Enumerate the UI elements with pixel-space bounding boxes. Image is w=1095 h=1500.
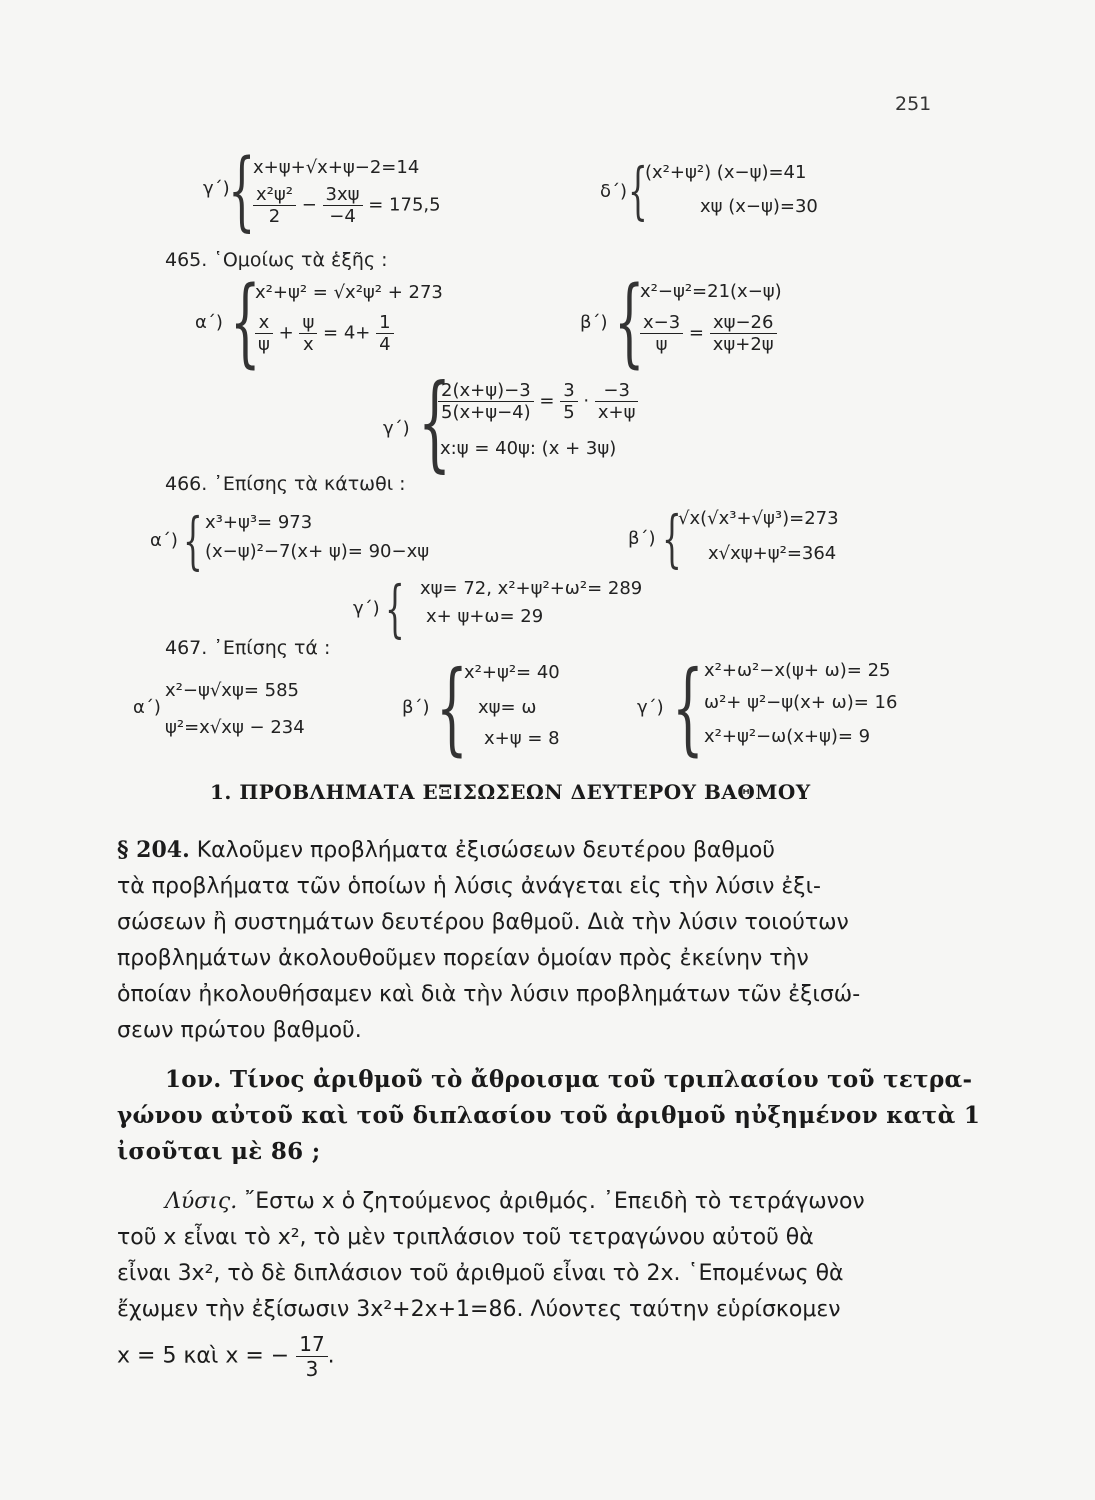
section-mark: § 204. [117, 837, 190, 863]
equation-line: (x²+ψ²) (x−ψ)=41 [645, 162, 807, 183]
equation-line: x²+ω²−x(ψ+ ω)= 25 [704, 660, 891, 681]
paragraph-line: § 204. Καλοῦμεν προβλήματα ἐξισώσεων δευτέρου βαθμοῦ [117, 837, 776, 863]
solution-label: Λύσις. [165, 1189, 238, 1214]
brace: { [436, 649, 468, 766]
system-label: α΄) [195, 312, 223, 333]
paragraph-line: τὰ προβλήματα τῶν ὁποίων ἡ λύσις ἀνάγεται εἰς τὴν λύσιν ἐξι- [117, 874, 821, 899]
equation-line: ψ²=x√xψ − 234 [165, 717, 305, 738]
solution-line: x = 5 καὶ x = − $\frac{17}{3}$ . [117, 1332, 335, 1381]
system-label: α΄) [133, 697, 161, 718]
equation-line: x²+ψ²= 40 [464, 662, 560, 683]
problem-1-question [117, 1062, 981, 1170]
equation-line: xψ= ω [478, 697, 537, 718]
brace: { [418, 361, 452, 483]
paragraph-line: σεων πρώτου βαθμοῦ. [117, 1018, 362, 1043]
brace: { [183, 504, 203, 577]
system-label: β΄) [402, 697, 430, 718]
paragraph-line: προβλημάτων ἀκολουθοῦμεν πορείαν ὁμοίαν πρὸς ἐκείνην τὴν [117, 946, 809, 971]
page-number: 251 [895, 93, 932, 115]
system-label: γ΄) [203, 178, 230, 199]
equation-line: x²+ψ² = √x²ψ² + 273 [255, 282, 443, 303]
system-label: β΄) [580, 312, 608, 333]
solution-line: τοῦ x εἶναι τὸ x², τὸ μὲν τριπλάσιον τοῦ τετραγώνου αὐτοῦ θὰ [117, 1225, 814, 1250]
equation-line: (x−ψ)²−7(x+ ψ)= 90−xψ [205, 541, 430, 562]
equation-line: $\frac{x}{\psi}$ + $\frac{\psi}{x}$ = 4+ $\frac{1}{4}$ [255, 312, 394, 355]
brace: { [228, 141, 256, 241]
equation-line: x²+ψ²−ω(x+ψ)= 9 [704, 726, 871, 747]
equation-line: x+ ψ+ω= 29 [426, 606, 544, 627]
brace: { [662, 502, 682, 575]
system-label: γ΄) [353, 598, 380, 619]
exercise-heading: 467. ᾿Επίσης τά : [165, 637, 331, 659]
solution-line: ἔχωμεν τὴν ἐξίσωσιν 3x²+2x+1=86. Λύοντες ταύτην εὑρίσκομεν [117, 1297, 841, 1322]
system-label: α΄) [150, 530, 178, 551]
paragraph-204 [117, 832, 977, 1049]
solution-line: εἶναι 3x², τὸ δὲ διπλάσιον τοῦ ἀριθμοῦ εἶναι τὸ 2x. ῾Επομένως θὰ [117, 1261, 844, 1286]
system-label: γ΄) [383, 418, 410, 439]
paragraph-line: ὁποίαν ἠκολουθήσαμεν καὶ διὰ τὴν λύσιν προβλημάτων τῶν ἐξισώ- [117, 982, 861, 1007]
brace: { [614, 266, 645, 378]
equation-line: $\frac{\text{x²ψ²}}{2}$ − $\frac{3x\psi}{-4}$ = 175,5 [253, 184, 441, 227]
equation-line: xψ= 72, x²+ψ²+ω²= 289 [420, 578, 643, 599]
system-label: δ΄) [600, 181, 628, 202]
problem-line: ἰσοῦται μὲ 86 ; [117, 1138, 321, 1165]
brace: { [672, 649, 704, 766]
equation-line: x²−ψ²=21(x−ψ) [640, 281, 782, 302]
equation-line: x:ψ = 40ψ: (x + 3ψ) [440, 438, 617, 459]
equation-line: ω²+ ψ²−ψ(x+ ω)= 16 [704, 692, 898, 713]
solution [117, 1184, 865, 1381]
equation-line: √x(√x³+√ψ³)=273 [678, 508, 839, 529]
brace: { [385, 572, 405, 645]
equation-line: x³+ψ³= 973 [205, 512, 313, 533]
exercise-heading: 465. ῾Ομοίως τὰ ἑξῆς : [165, 249, 388, 271]
equation-line: xψ (x−ψ)=30 [700, 196, 818, 217]
equation-line: $\frac{x-3}{\psi}$ = $\frac{x\psi-26}{x\psi+2\psi}$ [640, 312, 777, 355]
equation-line: x+ψ+√x+ψ−2=14 [253, 157, 420, 178]
equation-line: $\frac{2(x+\psi)-3}{5(x+\psi-4)}$ = $\frac{3}{5}$ · $\frac{-3}{x+\psi}$ [438, 380, 638, 423]
problem-line: γώνου αὐτοῦ καὶ τοῦ διπλασίου τοῦ ἀριθμοῦ ηὐξημένον κατὰ 1 [117, 1102, 981, 1129]
equation-line: x+ψ = 8 [484, 728, 560, 749]
system-label: β΄) [628, 528, 656, 549]
problem-line: 1ον. Τίνος ἀριθμοῦ τὸ ἄθροισμα τοῦ τριπλασίου τοῦ τετρα- [165, 1066, 973, 1093]
section-title: 1. ΠΡΟΒΛΗΜΑΤΑ ΕΞΙΣΩΣΕΩΝ ΔΕΥΤΕΡΟΥ ΒΑΘΜΟΥ [210, 780, 811, 804]
equation-line: x√xψ+ψ²=364 [708, 543, 837, 564]
system-label: γ΄) [637, 697, 664, 718]
solution-line: Λύσις. ῎Εστω x ὁ ζητούμενος ἀριθμός. ᾿Επειδὴ τὸ τετράγωνον [165, 1189, 865, 1214]
exercise-heading: 466. ᾿Επίσης τὰ κάτωθι : [165, 473, 406, 495]
brace: { [628, 154, 648, 227]
brace: { [230, 266, 261, 378]
equation-line: x²−ψ√xψ= 585 [165, 680, 299, 701]
paragraph-line: σώσεων ἢ συστημάτων δευτέρου βαθμοῦ. Διὰ τὴν λύσιν τοιούτων [117, 910, 849, 935]
